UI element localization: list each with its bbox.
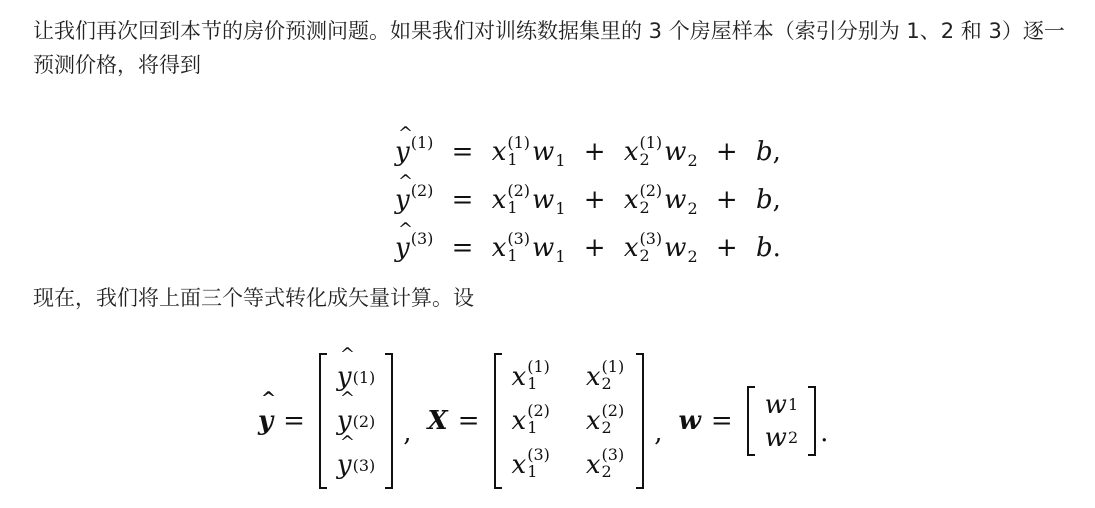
equation-line: ^ $y^{(1)} = x$ (1) 1 $w_1 + x$ (1) 2 $w_2 + b$, [395, 119, 781, 167]
y-hat-matrix: ^ y (1) ^ y (2) ^ y (3) [319, 353, 393, 489]
y-hat: ^ y [395, 176, 410, 224]
equation-line: ^ $y^{(2)} = x$ (2) 1 $w_1 + x$ (2) 2 $w_2 + b$, [395, 167, 781, 215]
vectorize-paragraph: 现在，我们将上面三个等式转化成矢量计算。设 [33, 286, 474, 310]
feature-matrix: x (1) 1 x (1) 2 x (2) 1 x (2) 2 x (3) 1 x (3) 2 [494, 353, 645, 489]
intro-paragraph: 让我们再次回到本节的房价预测问题。如果我们对训练数据集里的 3 个房屋样本（索引分别为 1、2 和 3）逐一预测价格，将得到 [33, 19, 1065, 77]
w-vector-symbol: w [678, 406, 701, 436]
prediction-equations [395, 119, 781, 266]
weight-matrix: w 1 w 2 [747, 386, 816, 456]
y-hat-vector: ^ y [258, 406, 273, 436]
y-hat: ^ y [395, 128, 410, 176]
equation-line: ^ $y^{(3)} = x$ (3) 1 $w_1 + x$ (3) 2 $w_2 + b$. [395, 215, 781, 263]
x-matrix-symbol: X [427, 406, 448, 436]
matrix-definitions: ^ y = ^ y (1) ^ y (2) ^ y (3) , X = x (1) 1 x (1) 2 x (2) 1 x (2) 2 x (3) 1 x (3) 2 , w = w 1 w 2 . [258, 352, 828, 490]
y-hat: ^ y [395, 224, 410, 272]
